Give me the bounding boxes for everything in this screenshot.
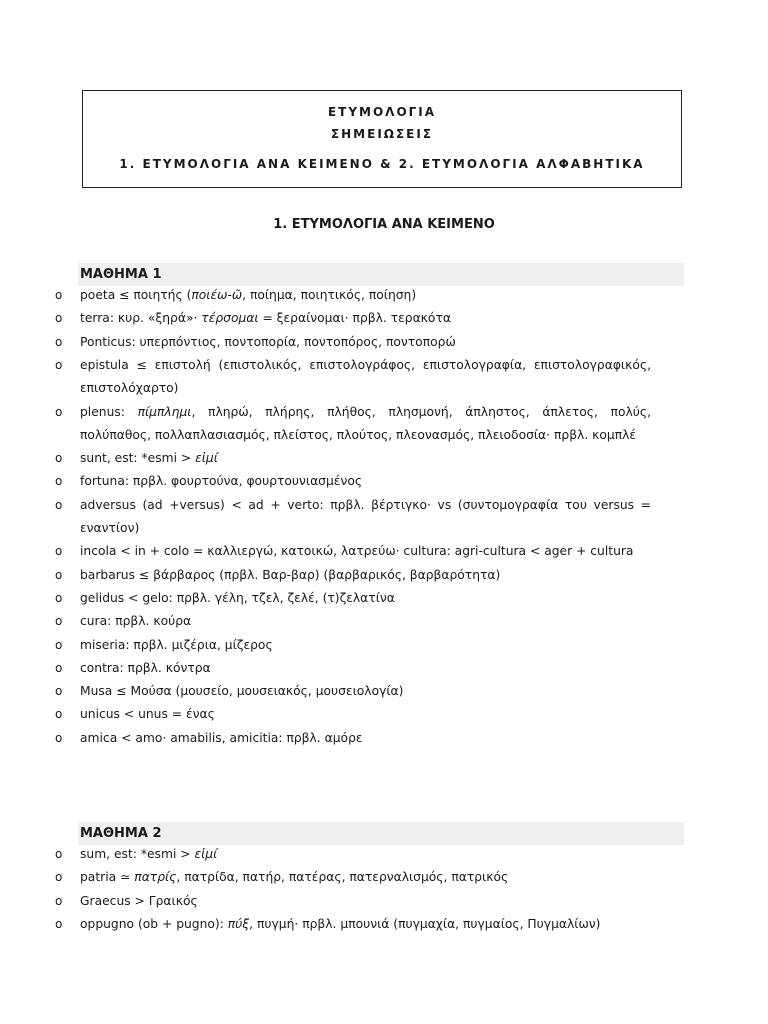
bullet-icon: o	[55, 474, 63, 489]
list-item-text: contra: πρβλ. κόντρα	[80, 660, 211, 675]
bullet-icon: o	[55, 567, 63, 582]
document-title: ΕΤΥΜΟΛΟΓΙΑ	[327, 105, 437, 119]
bullet-icon: o	[55, 334, 63, 349]
section-heading: 1. ΕΤΥΜΟΛΟΓΙΑ ΑΝΑ ΚΕΙΜΕΝΟ	[273, 217, 495, 232]
bullet-icon: o	[55, 916, 63, 931]
list-item-text: Graecus > Γραικός	[80, 893, 198, 908]
lesson-header: ΜΑΘΗΜΑ 1	[78, 263, 684, 286]
bullet-icon: o	[55, 544, 63, 559]
document-subtitle: ΣΗΜΕΙΩΣΕΙΣ	[330, 127, 434, 141]
list-item-text: cura: πρβλ. κούρα	[80, 614, 192, 629]
bullet-icon: o	[55, 590, 63, 605]
bullet-icon: o	[55, 497, 63, 512]
list-item-text: plenus: πίμπλημι, πληρώ, πλήρης, πλήθος, πλησμονή, άπληστος, άπλετος, πολύς, πολύπαθος, πολλαπλασιασμός, πλείστος, πλούτος, πλεονασμός, πλειοδοσία· πρβλ. κομπλέ	[80, 404, 651, 442]
list-item-text: incola < in + colo = καλλιεργώ, κατοικώ, λατρεύω· cultura: agri-cultura < ager + cultura	[80, 544, 634, 559]
list-item-text: unicus < unus = ένας	[80, 707, 215, 722]
bullet-icon: o	[55, 730, 63, 745]
list-item-text: amica < amo· amabilis, amicitia: πρβλ. αμόρε	[80, 730, 363, 745]
bullet-icon: o	[55, 893, 63, 908]
list-item-text: oppugno (ob + pugno): πύξ, πυγμή· πρβλ. μπουνιά (πυγμαχία, πυγμαίος, Πυγμαλίων)	[80, 916, 601, 931]
document-contents-line: 1. ΕΤΥΜΟΛΟΓΙΑ ΑΝΑ ΚΕΙΜΕΝΟ & 2. ΕΤΥΜΟΛΟΓΙΑ ΑΛΦΑΒΗΤΙΚΑ	[119, 157, 645, 171]
bullet-icon: o	[55, 870, 63, 885]
bullet-icon: o	[55, 684, 63, 699]
list-item-text: sum, est: *esmi > εἰμί	[80, 847, 218, 861]
bullet-icon: o	[55, 847, 63, 861]
list-item-text: miseria: πρβλ. μιζέρια, μίζερος	[80, 637, 273, 652]
lesson-header: ΜΑΘΗΜΑ 2	[78, 822, 684, 845]
bullet-icon: o	[55, 660, 63, 675]
list-item-text: epistula ≤ επιστολή (επιστολικός, επιστολογράφος, επιστολογραφία, επιστολογραφικός, επιστολόχαρτο)	[80, 357, 651, 395]
bullet-icon: o	[55, 288, 63, 302]
list-item-text: patria ≃ πατρίς, πατρίδα, πατήρ, πατέρας, πατερναλισμός, πατρικός	[80, 870, 509, 885]
bullet-icon: o	[55, 311, 63, 326]
list-item-text: Musa ≤ Μούσα (μουσείο, μουσειακός, μουσειολογία)	[80, 684, 404, 699]
list-item-text: barbarus ≤ βάρβαρος (πρβλ. Βαρ-βαρ) (βαρβαρικός, βαρβαρότητα)	[80, 567, 501, 582]
list-item-text: poeta ≤ ποιητής (ποιέω-ῶ, ποίημα, ποιητικός, ποίηση)	[80, 288, 417, 302]
bullet-icon: o	[55, 451, 63, 466]
list-item-text: Ponticus: υπερπόντιος, ποντοπορία, ποντοπόρος, ποντοπορώ	[80, 334, 456, 349]
list-item-text: terra: κυρ. «ξηρά»· τέρσομαι = ξεραίνομαι· πρβλ. τερακότα	[80, 311, 451, 326]
bullet-icon: o	[55, 404, 63, 419]
title-box	[82, 90, 682, 188]
list-item-text: gelidus < gelo: πρβλ. γέλη, τζελ, ζελέ, (τ)ζελατίνα	[80, 590, 395, 605]
bullet-icon: o	[55, 637, 63, 652]
list-item-text: sunt, est: *esmi > εἰμί	[80, 451, 218, 466]
bullet-icon: o	[55, 614, 63, 629]
bullet-icon: o	[55, 707, 63, 722]
bullet-icon: o	[55, 357, 63, 372]
list-item-text: adversus (ad +versus) < ad + verto: πρβλ. βέρτιγκο· vs (συντομογραφία του versus = εναντίον)	[80, 497, 651, 535]
list-item-text: fortuna: πρβλ. φουρτούνα, φουρτουνιασμένος	[80, 474, 363, 489]
